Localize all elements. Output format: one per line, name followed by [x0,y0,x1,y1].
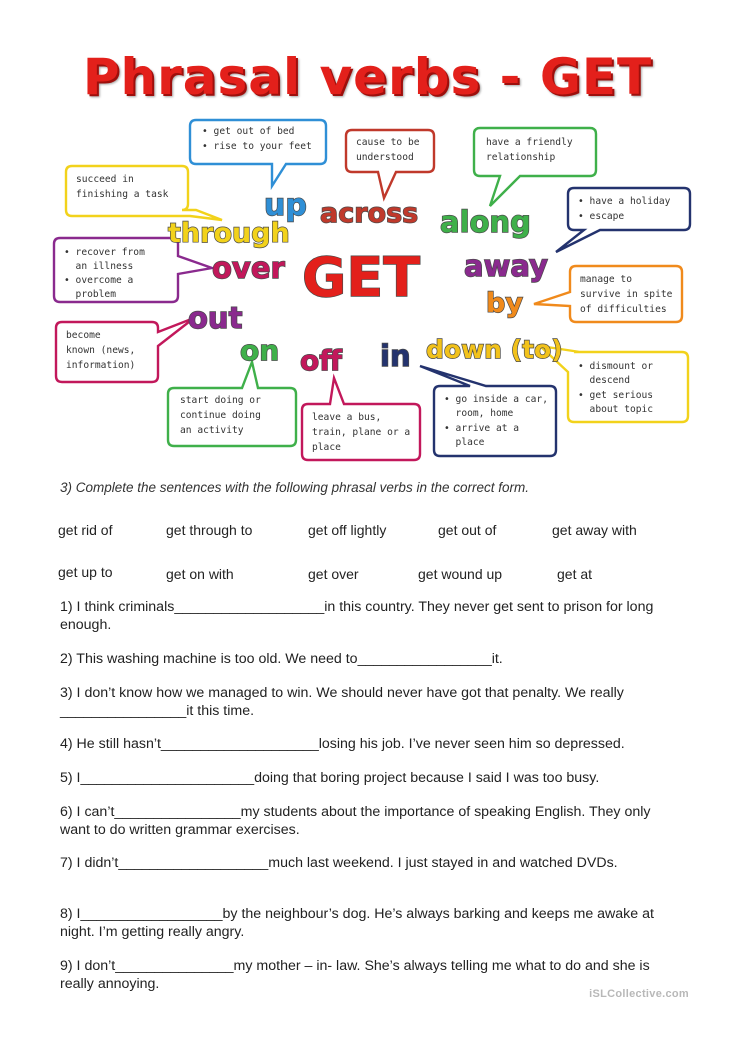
sentence-item: 7) I didn’t___________________much last weekend. I just stayed in and watched DVDs. [60,855,618,871]
word-across: across [320,198,419,229]
page-title: Phrasal verbs - GET [82,48,653,106]
phrasal-verb-diagram [0,110,735,470]
sentence-item: 2) This washing machine is too old. We need to_________________it. [60,651,503,667]
bubble-across-text: cause to be understood [356,137,420,163]
bubble-through [66,166,222,220]
option: get wound up [418,566,503,582]
option: get on with [166,566,234,582]
option: get over [308,566,359,582]
word-away: away [464,249,548,283]
bubble-out [56,318,194,382]
bubble-off-text: leave a bus, train, plane or a place [312,412,411,453]
option: get out of [438,522,497,538]
word-in: in [380,339,411,373]
bubble-up-text: • get out of bed • rise to your feet [202,126,312,152]
bubble-in-text: • go inside a car, room, home • arrive at a place [444,394,548,448]
word-up: up [264,188,307,223]
bubble-over-text: • recover from an illness • overcome a problem [64,247,145,300]
option: get through to [166,522,253,538]
bubble-through-text: succeed in finishing a task [76,174,169,200]
option: get at [557,566,593,582]
bubble-in [420,366,556,456]
word-get-center: GET [302,246,421,309]
bubble-off [302,378,420,460]
word-along: along [440,205,531,239]
word-over: over [212,251,285,285]
bubble-on-text: start doing or continue doing an activity [180,395,261,436]
option: get away with [552,522,637,538]
bubble-along-text: have a friendly relationship [486,137,573,163]
bubble-away-text: • have a holiday • escape [578,196,671,222]
bubble-by [534,266,682,322]
option: get up to [58,564,113,580]
bubble-up [190,120,326,186]
bubble-down-text: • dismount or descend • get serious about topic [578,361,654,415]
sentence-item: 1) I think criminals___________________in this country. They never get sent to prison for long enough. [60,599,654,633]
option: get off lightly [308,522,387,538]
sentence-item: 3) I don’t know how we managed to win. We should never have got that penalty. We really ________________it this time. [60,685,624,719]
word-off: off [300,344,342,377]
sentence-item: 9) I don’t_______________my mother – in- law. She’s always telling me what to do and she is really annoying. [60,958,650,992]
word-through: through [168,218,290,249]
watermark: iSLCollective.com [589,988,689,1000]
bubble-out-text: become known (news, information) [66,330,136,371]
bubble-away [556,188,690,252]
sentence-item: 5) I______________________doing that boring project because I said I was too busy. [60,770,600,786]
option: get rid of [58,522,113,538]
sentence-item: 6) I can’t________________my students about the importance of speaking English. They only want to do written grammar exercises. [60,804,651,838]
word-out: out [188,301,243,335]
bubble-across [346,130,434,198]
word-on: on [240,334,280,367]
sentence-item: 4) He still hasn’t____________________losing his job. I’ve never seen him so depressed. [60,736,625,752]
bubble-by-text: manage to survive in spite of difficulties [580,274,673,315]
exercise-instruction: 3) Complete the sentences with the following phrasal verbs in the correct form. [60,480,529,495]
bubble-on [168,362,296,446]
word-by: by [486,288,523,319]
word-down: down (to) [426,335,563,364]
sentence-item: 8) I__________________by the neighbour’s dog. He’s always barking and keeps me awake at night. I’m getting really angry. [60,906,654,940]
